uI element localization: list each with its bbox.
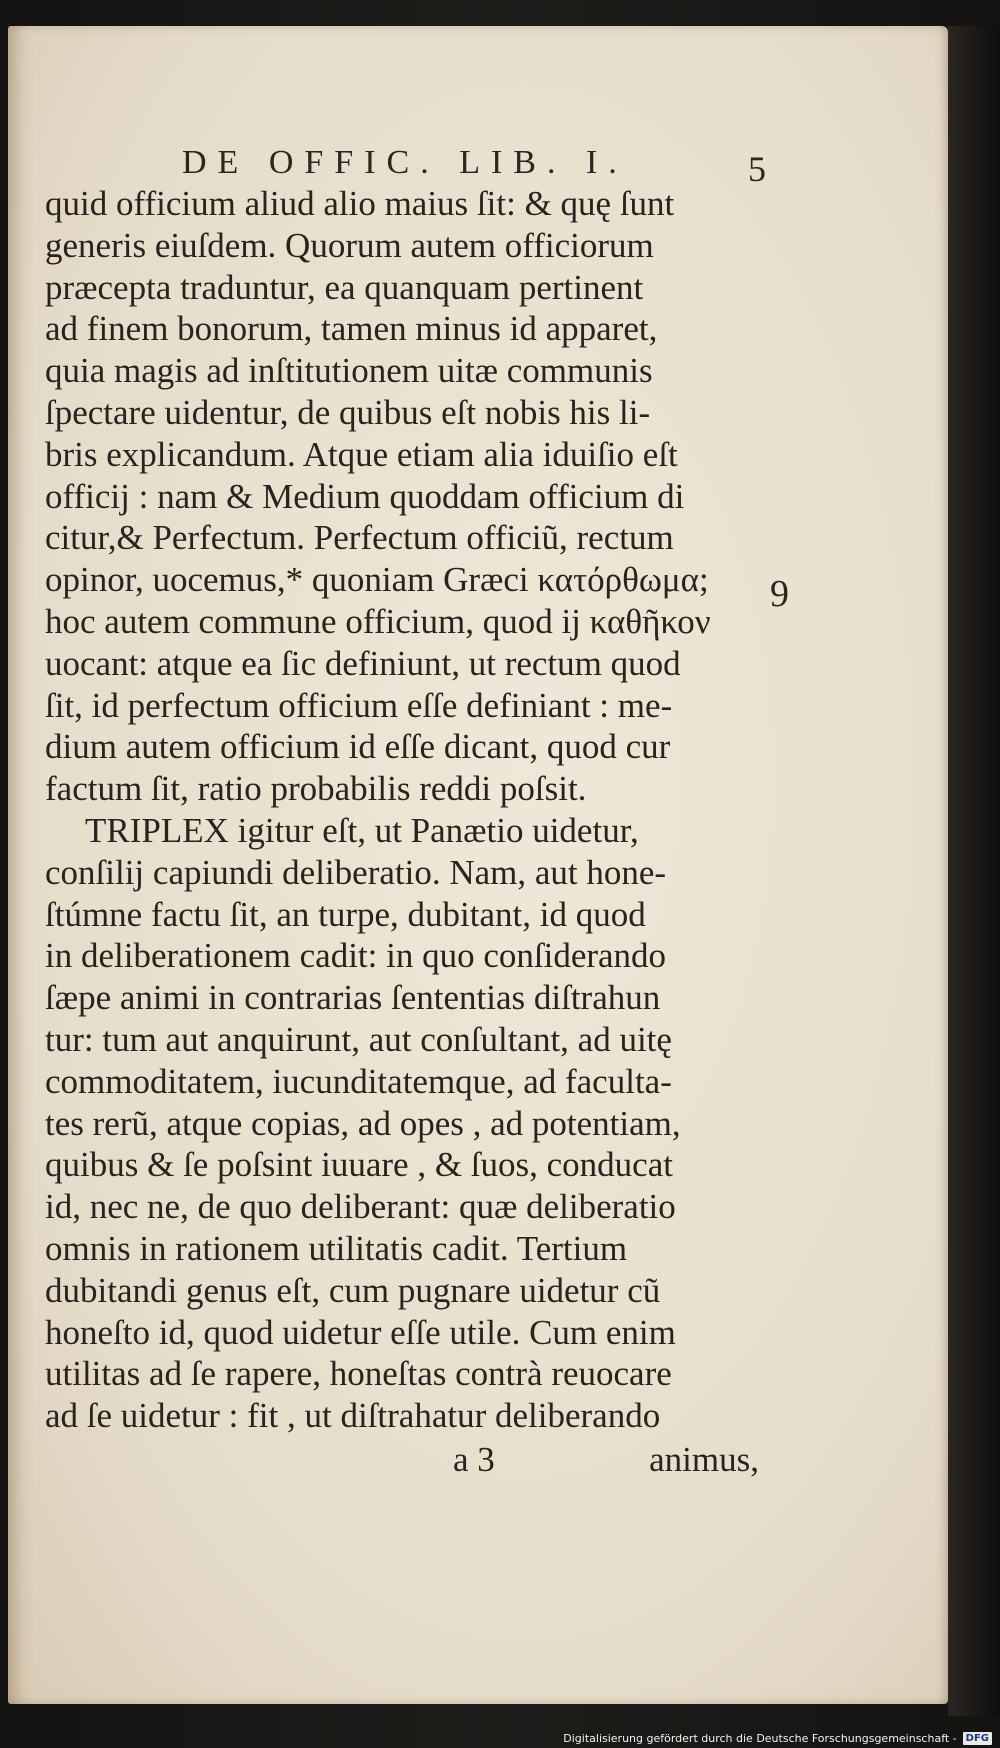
text-line: conſilij capiundi deliberatio. Nam, aut hone- bbox=[45, 852, 667, 892]
text-block bbox=[45, 183, 765, 1437]
text-line: tes rerũ, atque copias, ad opes , ad potentiam, bbox=[45, 1103, 681, 1143]
text-line: hoc autem commune officium, quod ij καθῆκον bbox=[45, 601, 711, 641]
digitization-credit bbox=[563, 1730, 992, 1746]
text-line: generis eiuſdem. Quorum autem officiorum bbox=[45, 225, 654, 265]
folio-number: 5 bbox=[748, 149, 766, 189]
paragraph-start-line: TRIPLEX igitur eſt, ut Panætio uidetur, bbox=[85, 810, 639, 850]
running-head: DE OFFIC. LIB. I. bbox=[182, 144, 628, 181]
text-line: dubitandi genus eſt, cum pugnare uidetur cũ bbox=[45, 1270, 661, 1310]
text-line: uocant: atque ea ſic definiunt, ut rectum quod bbox=[45, 643, 681, 683]
text-line: quia magis ad inſtitutionem uitæ communis bbox=[45, 351, 653, 391]
dfg-logo: DFG bbox=[963, 1732, 992, 1745]
text-line: id, nec ne, de quo deliberant: quæ deliberatio bbox=[45, 1187, 676, 1227]
text-line: ſpectare uidentur, de quibus eſt nobis his li- bbox=[45, 392, 651, 432]
text-line: commoditatem, iucunditatemque, ad faculta- bbox=[45, 1061, 672, 1101]
catchword: animus, bbox=[649, 1440, 759, 1479]
text-line: honeſto id, quod uidetur eſſe utile. Cum enim bbox=[45, 1312, 676, 1352]
text-line: dium autem officium id eſſe dicant, quod cur bbox=[45, 727, 671, 767]
text-line: quid officium aliud alio maius ſit: & quę ſunt bbox=[45, 184, 675, 223]
credit-text: Digitalisierung gefördert durch die Deutsche Forschungsgemeinschaft - bbox=[563, 1731, 957, 1745]
text-line: in deliberationem cadit: in quo conſiderando bbox=[45, 936, 667, 976]
text-line: citur,& Perfectum. Perfectum officiũ, rectum bbox=[45, 518, 674, 558]
text-line: ad ſe uidetur : fit , ut diſtrahatur deliberando bbox=[45, 1396, 661, 1436]
text-line: ſtúmne factu ſit, an turpe, dubitant, id quod bbox=[45, 894, 646, 934]
catchword-line bbox=[453, 1440, 773, 1482]
text-line: ſæpe animi in contrarias ſententias diſtrahun bbox=[45, 978, 661, 1018]
text-line: officij : nam & Medium quoddam officium di bbox=[45, 476, 685, 516]
binding-edge bbox=[948, 26, 1000, 1716]
text-line: omnis in rationem utilitatis cadit. Tertium bbox=[45, 1228, 628, 1268]
text-line: præcepta traduntur, ea quanquam pertinent bbox=[45, 267, 644, 307]
text-line: bris explicandum. Atque etiam alia iduiſio eſt bbox=[45, 434, 678, 474]
text-line: ad finem bonorum, tamen minus id apparet, bbox=[45, 309, 658, 349]
text-line: utilitas ad ſe rapere, honeſtas contrà reuocare bbox=[45, 1354, 672, 1394]
text-line: quibus & ſe poſsint iuuare , & ſuos, conducat bbox=[45, 1145, 673, 1185]
text-line: ſit, id perfectum officium eſſe definiant : me- bbox=[45, 685, 673, 725]
text-line: tur: tum aut anquirunt, aut conſultant, ad uitę bbox=[45, 1019, 672, 1059]
text-line: opinor, uocemus,* quoniam Græci κατόρθωμα; bbox=[45, 560, 709, 600]
margin-note: 9 bbox=[770, 573, 789, 615]
signature-mark: a 3 bbox=[453, 1440, 495, 1479]
text-line: factum ſit, ratio probabilis reddi poſsit. bbox=[45, 769, 587, 809]
